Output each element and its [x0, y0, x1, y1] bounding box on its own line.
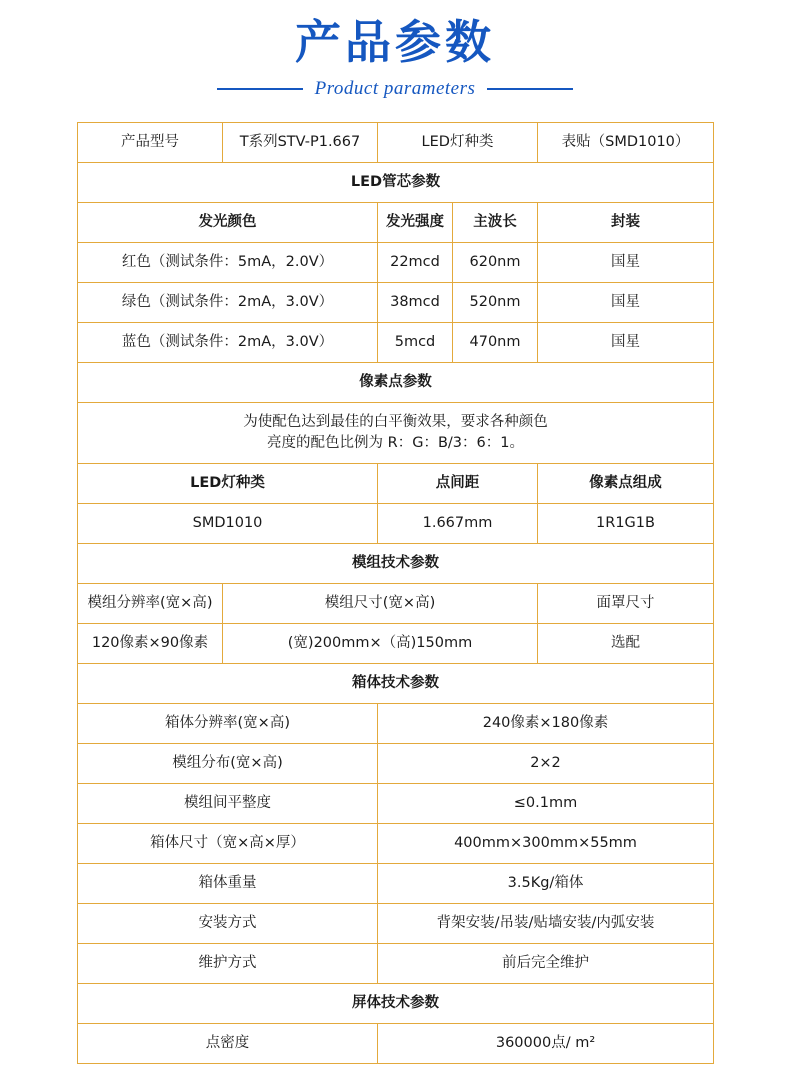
spec-table — [77, 122, 714, 1064]
cell-pixel-lamp: SMD1010 — [78, 503, 378, 543]
table-row — [78, 943, 714, 983]
cell-dot-density-label: 点密度 — [78, 1023, 378, 1063]
header-module-mask: 面罩尺寸 — [538, 583, 714, 623]
section-screen: 屏体技术参数 — [78, 983, 714, 1023]
table-row — [78, 1023, 714, 1063]
header-emit-color: 发光颜色 — [78, 202, 378, 242]
cell-module-resolution: 120像素×90像素 — [78, 623, 223, 663]
cell-flatness-value: ≤0.1mm — [378, 783, 714, 823]
cell-module-distribution-value: 2×2 — [378, 743, 714, 783]
table-row — [78, 162, 714, 202]
header-emit-intensity: 发光强度 — [378, 202, 453, 242]
cell-cabinet-weight-label: 箱体重量 — [78, 863, 378, 903]
page-title: 产品参数 — [295, 15, 495, 69]
cell-die-package-blue: 国星 — [538, 322, 714, 362]
cell-die-package-red: 国星 — [538, 242, 714, 282]
table-row — [78, 242, 714, 282]
section-led-die: LED管芯参数 — [78, 162, 714, 202]
cell-cabinet-weight-value: 3.5Kg/箱体 — [378, 863, 714, 903]
cell-cabinet-size-label: 箱体尺寸（宽×高×厚） — [78, 823, 378, 863]
cell-lamp-type-label: LED灯种类 — [378, 122, 538, 162]
cell-lamp-type-value: 表贴（SMD1010） — [538, 122, 714, 162]
page-header — [0, 0, 790, 100]
pixel-note-line-1: 为使配色达到最佳的白平衡效果，要求各种颜色 — [243, 413, 548, 430]
cell-pixel-note — [78, 402, 714, 463]
spec-table-wrapper — [77, 122, 713, 1064]
table-row — [78, 983, 714, 1023]
cell-die-intensity-blue: 5mcd — [378, 322, 453, 362]
pixel-note-line-2: 亮度的配色比例为 R：G：B/3：6：1。 — [267, 434, 524, 451]
cell-cabinet-resolution-value: 240像素×180像素 — [378, 703, 714, 743]
cell-model-value: T系列STV-P1.667 — [223, 122, 378, 162]
table-row — [78, 783, 714, 823]
cell-die-package-green: 国星 — [538, 282, 714, 322]
cell-dot-density-value: 360000点/ m² — [378, 1023, 714, 1063]
cell-pixel-composition: 1R1G1B — [538, 503, 714, 543]
section-module: 模组技术参数 — [78, 543, 714, 583]
cell-die-color-red: 红色（测试条件：5mA，2.0V） — [78, 242, 378, 282]
cell-die-intensity-red: 22mcd — [378, 242, 453, 282]
header-pixel-composition: 像素点组成 — [538, 463, 714, 503]
cell-die-intensity-green: 38mcd — [378, 282, 453, 322]
cell-install-method-value: 背架安装/吊装/贴墙安装/内弧安装 — [378, 903, 714, 943]
rule-left-icon — [217, 88, 303, 90]
table-row — [78, 743, 714, 783]
cell-die-color-blue: 蓝色（测试条件：2mA，3.0V） — [78, 322, 378, 362]
cell-module-mask: 选配 — [538, 623, 714, 663]
table-row — [78, 362, 714, 402]
table-row — [78, 663, 714, 703]
cell-die-wavelength-green: 520nm — [453, 282, 538, 322]
table-row — [78, 823, 714, 863]
section-cabinet: 箱体技术参数 — [78, 663, 714, 703]
cell-cabinet-size-value: 400mm×300mm×55mm — [378, 823, 714, 863]
cell-die-wavelength-red: 620nm — [453, 242, 538, 282]
header-module-resolution: 模组分辨率(宽×高) — [78, 583, 223, 623]
table-row — [78, 503, 714, 543]
header-pixel-lamp: LED灯种类 — [78, 463, 378, 503]
table-row — [78, 863, 714, 903]
cell-cabinet-resolution-label: 箱体分辨率(宽×高) — [78, 703, 378, 743]
cell-model-label: 产品型号 — [78, 122, 223, 162]
table-row — [78, 322, 714, 362]
table-row — [78, 402, 714, 463]
table-row — [78, 623, 714, 663]
header-package: 封装 — [538, 202, 714, 242]
cell-module-size: (宽)200mm×（高)150mm — [223, 623, 538, 663]
table-row — [78, 202, 714, 242]
page-subtitle-row — [0, 78, 790, 100]
table-row — [78, 543, 714, 583]
header-wavelength: 主波长 — [453, 202, 538, 242]
cell-flatness-label: 模组间平整度 — [78, 783, 378, 823]
cell-module-distribution-label: 模组分布(宽×高) — [78, 743, 378, 783]
cell-maintenance-label: 维护方式 — [78, 943, 378, 983]
header-pixel-pitch: 点间距 — [378, 463, 538, 503]
table-row — [78, 903, 714, 943]
rule-right-icon — [487, 88, 573, 90]
cell-die-color-green: 绿色（测试条件：2mA，3.0V） — [78, 282, 378, 322]
table-row — [78, 703, 714, 743]
section-pixel: 像素点参数 — [78, 362, 714, 402]
table-row — [78, 122, 714, 162]
header-module-size: 模组尺寸(宽×高) — [223, 583, 538, 623]
cell-install-method-label: 安装方式 — [78, 903, 378, 943]
table-row — [78, 282, 714, 322]
cell-maintenance-value: 前后完全维护 — [378, 943, 714, 983]
cell-die-wavelength-blue: 470nm — [453, 322, 538, 362]
cell-pixel-pitch: 1.667mm — [378, 503, 538, 543]
table-row — [78, 463, 714, 503]
page-subtitle: Product parameters — [314, 77, 476, 99]
table-row — [78, 583, 714, 623]
